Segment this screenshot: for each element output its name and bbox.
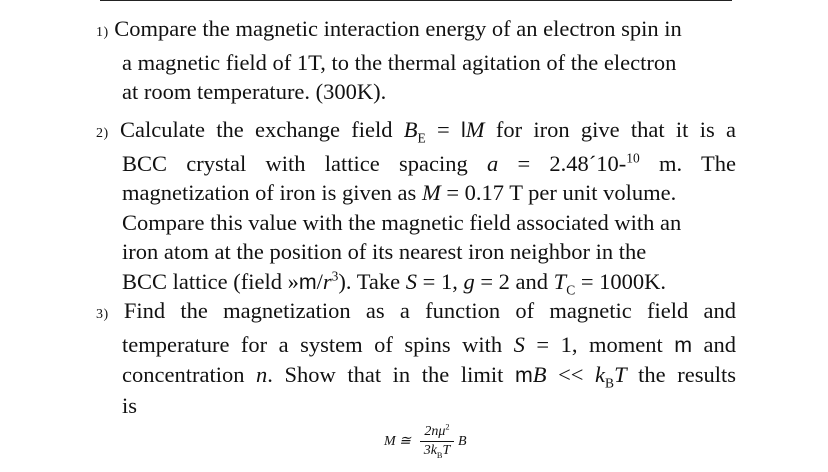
- problem-text-line: 3) Find the magnetization as a function of magnetic field and: [96, 298, 736, 323]
- problem-text-line: 2) Calculate the exchange field $B_E$ = lM for iron give that it is a: [96, 117, 737, 146]
- problem-text-line: a magnetic field of 1T, to the thermal agitation of the electron: [122, 49, 677, 75]
- problem-text-line: Compare this value with the magnetic field associated with an: [122, 209, 682, 235]
- formula-numerator: $2n\mu^2$: [420, 424, 454, 442]
- problem-number: 1): [96, 25, 109, 40]
- problem-1: [96, 14, 736, 107]
- problem-text-line: at room temperature. (300K).: [122, 79, 387, 104]
- problem-3: [96, 296, 736, 420]
- formula-rhs: B: [458, 434, 467, 449]
- formula-denominator: $3k_BT$: [423, 443, 451, 460]
- problem-text-line: temperature for a system of spins with S = 1, moment m and: [122, 331, 736, 357]
- problem-number: 2): [96, 126, 109, 141]
- problem-text-line: BCC crystal with lattice spacing a = 2.48´10-$^{10}$ m. The: [122, 150, 736, 176]
- formula-fraction: [420, 424, 454, 459]
- problem-text-line: iron atom at the position of its nearest iron neighbor in the: [122, 239, 647, 264]
- problem-number: 3): [96, 307, 109, 322]
- problem-text-line: magnetization of iron is given as M = 0.17 T per unit volume.: [122, 180, 677, 205]
- top-rule: [100, 0, 732, 1]
- formula-lhs: M ≅: [384, 434, 411, 449]
- problem-2: [96, 115, 736, 297]
- problem-text-line: Compare the magnetic interaction energy of an electron spin in: [114, 16, 682, 41]
- problem-text-line: concentration n. Show that in the limit mB << $k_BT$ the results: [122, 362, 736, 391]
- problem-text-line: is: [122, 392, 138, 418]
- problem-text-line: BCC lattice (field $»m/r^3$). Take S = 1, g = 2 and $T_C = 1000K$.: [122, 268, 667, 297]
